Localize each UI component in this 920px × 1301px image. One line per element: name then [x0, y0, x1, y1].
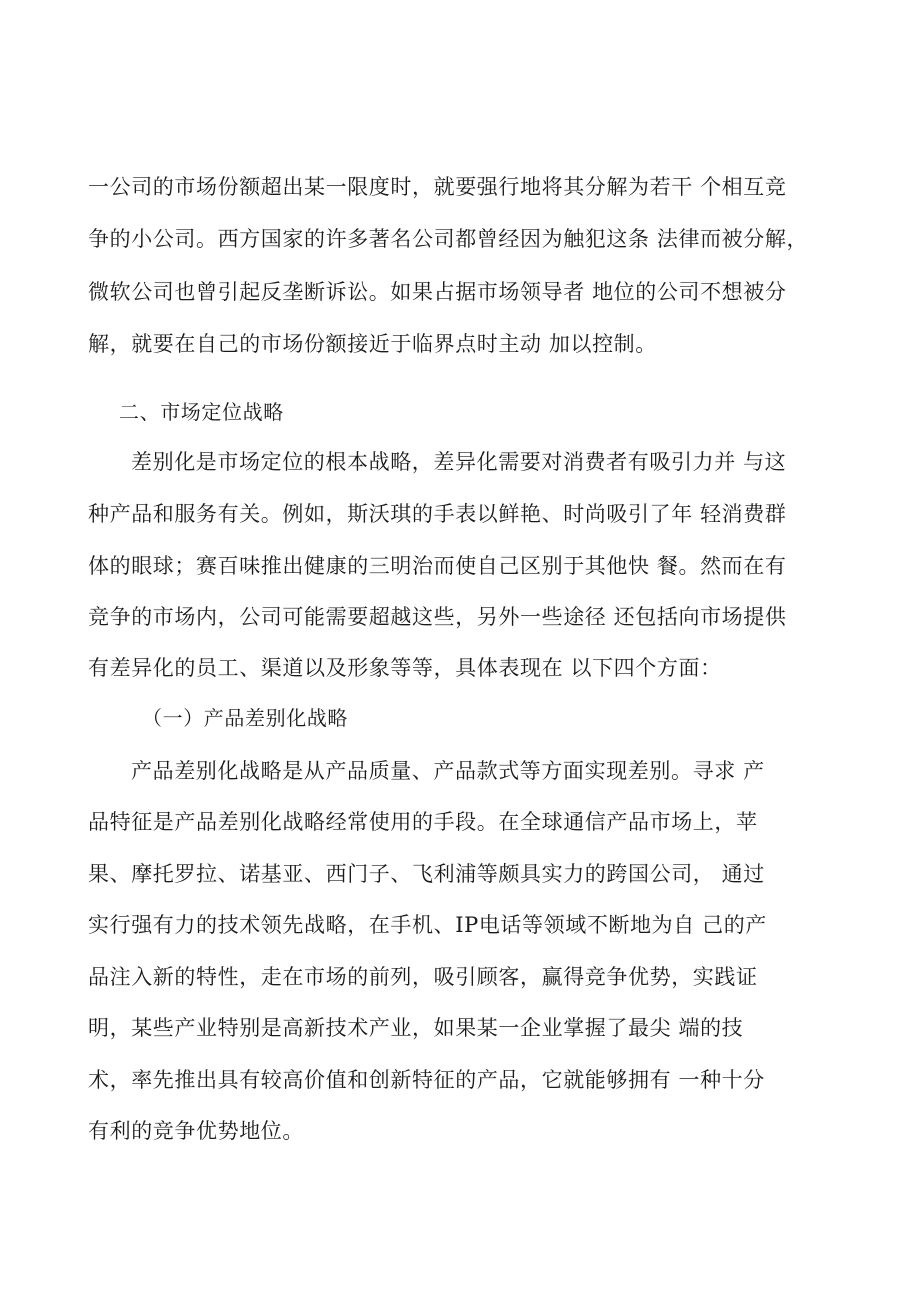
subsection-heading: （一）产品差别化战略 — [142, 706, 348, 730]
text-line: 术，率先推出具有较高价值和创新特征的产品，它就能够拥有 一种十分 — [88, 1068, 765, 1092]
text-line: 差别化是市场定位的根本战略，差异化需要对消费者有吸引力并 与这 — [131, 450, 787, 474]
text-line: 竞争的市场内，公司可能需要超越这些，另外一些途径 还包括向市场提供 — [88, 605, 787, 629]
section-heading: 二、市场定位战略 — [119, 400, 284, 424]
text-line: 体的眼球；赛百味推出健康的三明治而使自己区别于其他快 餐。然而在有 — [88, 554, 787, 578]
text-line: 实行强有力的技术领先战略，在手机、IP电话等领域不断地为自 己的产 — [88, 913, 767, 937]
text-line: 有差异化的员工、渠道以及形象等等，具体表现在 以下四个方面： — [88, 656, 722, 680]
text-line: 一公司的市场份额超出某一限度时，就要强行地将其分解为若干 个相互竞 — [88, 175, 787, 199]
text-line: 品特征是产品差别化战略经常使用的手段。在全球通信产品市场上，苹 — [88, 810, 758, 834]
text-line: 产品差别化战略是从产品质量、产品款式等方面实现差别。寻求 产 — [131, 759, 765, 783]
text-line: 明，某些产业特别是高新技术产业，如果某一企业掌握了最尖 端的技 — [88, 1016, 744, 1040]
text-line: 有利的竞争优势地位。 — [88, 1119, 304, 1143]
text-line: 种产品和服务有关。例如，斯沃琪的手表以鲜艳、时尚吸引了年 轻消费群 — [88, 502, 787, 526]
text-line: 果、摩托罗拉、诺基亚、西门子、飞利浦等颇具实力的跨国公司， 通过 — [88, 862, 765, 886]
text-line: 争的小公司。西方国家的许多著名公司都曾经因为触犯这条 法律而被分解， — [88, 227, 809, 251]
text-line: 品注入新的特性，走在市场的前列，吸引顾客，赢得竞争优势，实践证 — [88, 965, 758, 989]
text-line: 解，就要在自己的市场份额接近于临界点时主动 加以控制。 — [88, 332, 657, 356]
text-line: 微软公司也曾引起反垄断诉讼。如果占据市场领导者 地位的公司不想被分 — [88, 280, 787, 304]
